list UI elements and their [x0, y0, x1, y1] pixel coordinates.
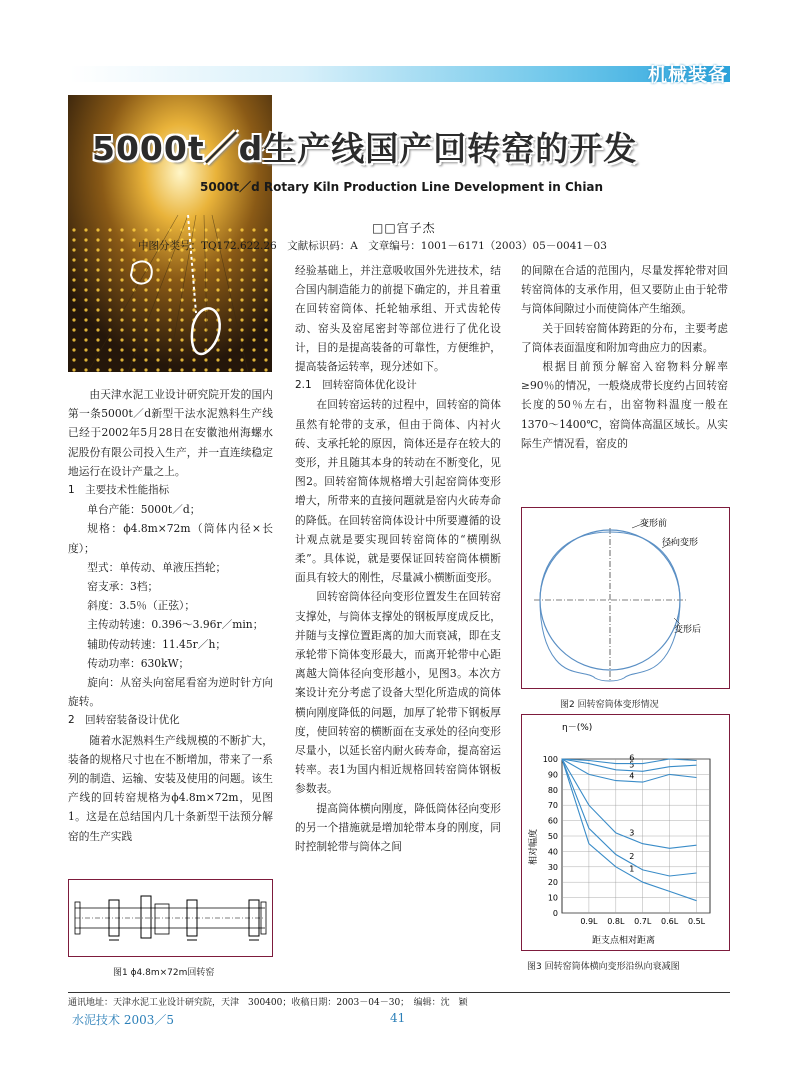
chart-x-tick: 0.8L: [607, 917, 625, 926]
chart-y-tick: 10: [547, 893, 558, 903]
chart-series-label: 4: [629, 771, 635, 781]
chart-y-tick: 60: [547, 816, 558, 826]
chart-y-tick: 40: [547, 847, 558, 857]
column-3: [521, 261, 728, 453]
footnote: 通讯地址：天津水泥工业设计研究院，天津 300400；收稿日期：2003－04－30； 编辑：沈 颖: [68, 998, 468, 1008]
chart-series-label: 3: [629, 828, 635, 838]
chart-x-tick: 0.6L: [661, 917, 679, 926]
chart-y-tick: 30: [547, 862, 558, 872]
author: □□宫子杰: [372, 221, 436, 235]
chart-y-tick: 80: [547, 785, 558, 795]
spec-item: 旋向：从窑头向窑尾看窑为逆时针方向旋转。: [68, 676, 273, 709]
spec-item: 传动功率：630kW；: [87, 656, 190, 670]
chart-x-tick: 0.5L: [687, 917, 706, 926]
chart-y-tick: 90: [547, 770, 558, 780]
chart-x-label: 距支点相对距离: [592, 936, 656, 946]
spec-item: 辅助传动转速：11.45r／h；: [87, 637, 227, 651]
paragraph: 的间隙在合适的范围内，尽量发挥轮带对回转窑筒体的支承作用，但又要防止由于轮带与筒体间隙过小而使筒体产生缩颈。: [521, 264, 728, 316]
column-1: [68, 385, 273, 846]
heading-specs: 1 主要技术性能指标: [68, 484, 170, 497]
design-paragraph: 随着水泥熟料生产线规模的不断扩大，装备的规格尺寸也在不断增加，带来了一系列的制造、运输、安装及使用的问题。该生产线的回转窑规格为ϕ4.8m×72m，见图1。这是在总结国内几十条新型干法预分解窑的生产实践: [68, 733, 273, 843]
page-number: 41: [390, 1011, 406, 1025]
spec-item: 型式：单传动、单液压挡轮；: [87, 560, 227, 574]
chart-series-label: 5: [629, 760, 635, 770]
chart-y-tick: 20: [547, 878, 558, 888]
spec-item: 主传动转速：0.396～3.96r／min；: [87, 618, 264, 632]
section-title: 机械装备: [647, 64, 728, 86]
chart-y-tick: 0: [552, 909, 558, 918]
column-2: [295, 261, 501, 856]
chart-y-tick: 50: [547, 832, 558, 841]
footer-rule: [68, 992, 730, 993]
label-after: 变形后: [674, 625, 702, 635]
paragraph: 在回转窑运转的过程中，回转窑的筒体虽然有轮带的支承，但由于筒体、内衬火砖、支承托轮的原因，筒体还是存在较大的变形，并且随其本身的转动在不断变化，见图2。回转窑简体规格增大引起窑筒体变形增大，所带来的直接问题就是窑内火砖寿命的降低。在回转窑筒体设计中所要遵循的设计观点就是要实现回转窑筒体的“横刚纵柔”。具体说，就是要保证回转窑筒体横断面具有较大的刚性，尽量减小横断面变形。: [295, 398, 501, 585]
chart-x-tick: 0.7L: [634, 917, 652, 926]
figure-3: [521, 714, 730, 951]
chart-y-label: 相对幅度: [529, 828, 539, 865]
paragraph: 关于回转窑简体跨距的分布，主要考虑了筒体表面温度和附加弯曲应力的因素。: [521, 321, 728, 354]
journal-name: 水泥技术 2003／5: [72, 1013, 174, 1027]
decay-chart: [522, 715, 729, 950]
figure-2: [521, 507, 730, 689]
figure-1: [68, 879, 273, 957]
chart-series-label: 6: [629, 753, 635, 763]
figure-1-caption: 图1 ϕ4.8m×72m回转窑: [113, 968, 215, 978]
label-radial: 径向变形: [662, 538, 699, 548]
spec-item: 单台产能：5000t／d；: [87, 503, 201, 517]
paragraph: 提高筒体横向刚度，降低筒体径向变形的另一个措施就是增加轮带本身的刚度，同时控制轮带与筒体之间: [295, 801, 501, 854]
header-band: [70, 66, 730, 82]
heading-shell-design: 2.1 回转窑筒体优化设计: [295, 379, 417, 392]
figure-3-caption: 图3 回转窑筒体横向变形沿纵向衰减图: [527, 962, 680, 972]
chart-series-label: 2: [629, 852, 635, 862]
paragraph: 经验基础上，并注意吸收国外先进技术，结合国内制造能力的前提下确定的，并且着重在回转窑筒体、托轮轴承组、开式齿轮传动、窑头及窑尾密封等部位进行了优化设计，目的是提高装备的可靠性，方便维护，提高装备运转率，现分述如下。: [295, 264, 501, 374]
chart-y-tick: 100: [542, 755, 558, 764]
heading-design: 2 回转窑装备设计优化: [68, 714, 180, 727]
chart-y-unit: η－(%): [562, 723, 593, 733]
spec-item: 斜度：3.5％（正弦）；: [87, 599, 196, 613]
chart-y-tick: 70: [547, 801, 558, 811]
classification-line: 中图分类号：TQ172.622.26 文献标识码：A 文章编号：1001－6171（2003）05－0041－03: [138, 240, 607, 252]
kiln-drawing: [69, 880, 272, 956]
chart-series-label: 1: [629, 864, 635, 874]
spec-item: 窑支承：3档；: [87, 580, 159, 594]
label-before: 变形前: [640, 519, 668, 529]
paragraph: 回转窑筒体径向变形位置发生在回转窑支撑处，与筒体支撑处的钢板厚度成反比，并随与支撑位置距离的加大而衰减，即在支承轮带下筒体变形最大，而离开轮带中心距离越大筒体径向变形越小，见图3。本次方案设计充分考虑了设备大型化所造成的筒体横向刚度降低的问题，加厚了轮带下钢板厚度，使回转窑的横断面在支承处的径向变形尽量小，以延长窑内耐火砖寿命，提高窑运转率。表1为国内相近规格回转窑筒体钢板参数表。: [295, 590, 501, 796]
article-title: 5000t／d生产线国产回转窑的开发: [92, 129, 638, 168]
article-english-title: 5000t／d Rotary Kiln Production Line Development in Chian: [200, 180, 604, 194]
paragraph: 根据目前预分解窑入窑物料分解率≥90％的情况，一般烧成带长度约占回转窑长度的50％左右，出窑物料温度一般在1370～1400℃，窑筒体高温区域长。从实际生产情况看，窑皮的: [521, 360, 728, 450]
chart-x-tick: 0.9L: [580, 917, 598, 926]
spec-item: 规格：ϕ4.8m×72m（筒体内径×长度）；: [68, 522, 273, 555]
intro-paragraph: 由天津水泥工业设计研究院开发的国内第一条5000t／d新型干法水泥熟料生产线已经于2002年5月28日在安徽池州海螺水泥股份有限公司投入生产，并一直连续稳定地运行在设计产量之上。: [68, 388, 273, 478]
figure-2-caption: 图2 回转窑筒体变形情况: [560, 700, 659, 710]
